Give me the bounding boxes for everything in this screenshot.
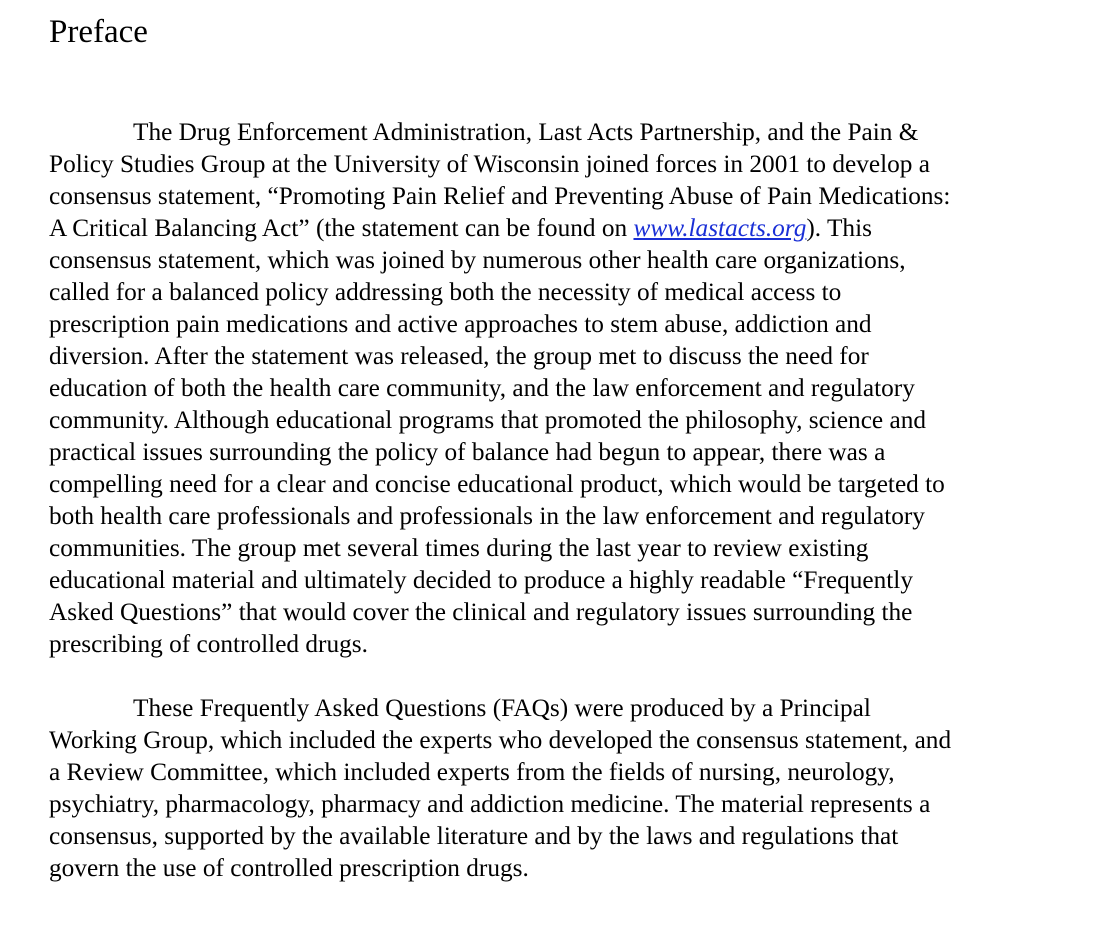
paragraph-faq-authors [49, 692, 951, 884]
text-line: Policy Studies Group at the University of Wisconsin joined forces in 2001 to develop a [49, 150, 930, 178]
text-line: consensus statement, which was joined by numerous other health care organizations, [49, 246, 906, 274]
text-line: consensus statement, “Promoting Pain Relief and Preventing Abuse of Pain Medications: [49, 182, 951, 210]
text-line-with-link [49, 212, 950, 244]
text-line: both health care professionals and professionals in the law enforcement and regulatory [49, 502, 925, 530]
text-line: educational material and ultimately decided to produce a highly readable “Frequently [49, 566, 913, 594]
text-line: compelling need for a clear and concise educational product, which would be targeted to [49, 470, 945, 498]
text-line: communities. The group met several times during the last year to review existing [49, 534, 869, 562]
text-line: psychiatry, pharmacology, pharmacy and addiction medicine. The material represents a [49, 790, 931, 818]
text-line: education of both the health care community, and the law enforcement and regulatory [49, 374, 915, 402]
text-line: Asked Questions” that would cover the clinical and regulatory issues surrounding the [49, 598, 913, 626]
text-line: govern the use of controlled prescription drugs. [49, 854, 529, 882]
text-line: community. Although educational programs that promoted the philosophy, science and [49, 406, 927, 434]
text-line: Working Group, which included the experts who developed the consensus statement, and [49, 726, 952, 754]
text-line: prescription pain medications and active approaches to stem abuse, addiction and [49, 310, 872, 338]
text-line: These Frequently Asked Questions (FAQs) were produced by a Principal [133, 694, 871, 722]
page-title: Preface [49, 14, 148, 50]
text-line: prescribing of controlled drugs. [49, 630, 368, 658]
text-line: practical issues surrounding the policy of balance had begun to appear, there was a [49, 438, 886, 466]
lastacts-link[interactable]: www.lastacts.org [633, 214, 807, 242]
text-segment: A Critical Balancing Act” (the statement can be found on [49, 214, 634, 242]
text-line: a Review Committee, which included experts from the fields of nursing, neurology, [49, 758, 895, 786]
paragraph-intro [49, 116, 950, 660]
text-line: The Drug Enforcement Administration, Last Acts Partnership, and the Pain & [133, 118, 919, 146]
text-line: diversion. After the statement was released, the group met to discuss the need for [49, 342, 869, 370]
text-line: consensus, supported by the available literature and by the laws and regulations that [49, 822, 899, 850]
text-segment: ). This [806, 214, 872, 242]
text-line: called for a balanced policy addressing both the necessity of medical access to [49, 278, 842, 306]
